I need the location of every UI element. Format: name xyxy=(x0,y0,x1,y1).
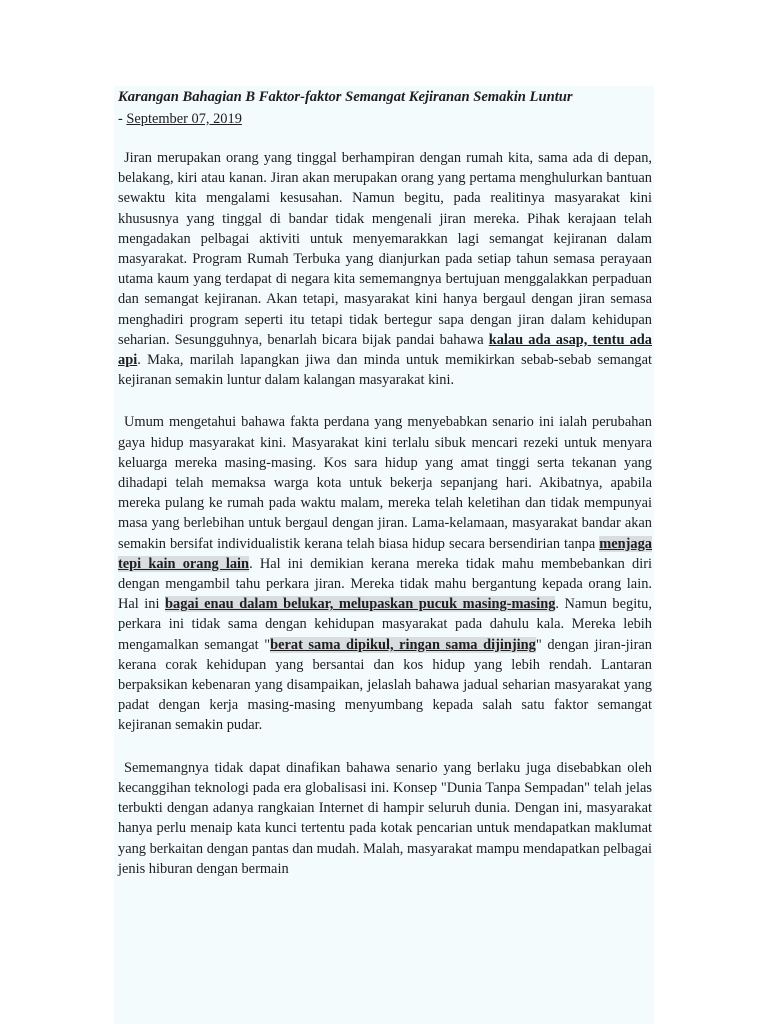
article-title: Karangan Bahagian B Faktor-faktor Semangat Kejiranan Semakin Luntur xyxy=(118,89,573,105)
post-date-line xyxy=(118,110,242,128)
post-date-link[interactable]: September 07, 2019 xyxy=(126,111,242,127)
paragraph-1 xyxy=(118,148,652,390)
article-block xyxy=(114,86,654,1024)
paragraph-3 xyxy=(118,758,652,879)
date-prefix: - xyxy=(118,111,127,127)
text-segment: Sememangnya tidak dapat dinafikan bahawa senario yang berlaku juga disebabkan oleh kecanggihan teknologi pada era globalisasi ini. Konsep "Dunia Tanpa Sempadan" telah jelas terbukti dengan adanya rangkaian Internet di hampir seluruh dunia. Dengan ini, masyarakat hanya perlu menaip kata kunci tertentu pada kotak pencarian untuk mendapatkan maklumat yang berkaitan dengan pantas dan mudah. Malah, masyarakat mampu mendapatkan pelbagai jenis hiburan dengan bermain xyxy=(118,759,652,877)
idiom-phrase: berat sama dipikul, ringan sama dijinjing xyxy=(270,636,536,653)
idiom-phrase: menjaga tepi kain orang lain xyxy=(118,535,652,572)
paragraph-2 xyxy=(118,412,652,735)
text-segment: . Hal ini demikian kerana mereka tidak mahu membebankan diri dengan mengambil tahu perkara jiran. Mereka tidak mahu bergantung kepada orang lain. Hal ini xyxy=(118,555,652,613)
text-segment: . Maka, marilah lapangkan jiwa dan minda untuk memikirkan sebab-sebab semangat kejiranan semakin luntur dalam kalangan masyarakat kini. xyxy=(118,352,652,389)
text-segment: Jiran merupakan orang yang tinggal berhampiran dengan rumah kita, sama ada di depan, belakang, kiri atau kanan. Jiran akan merupakan orang yang pertama menghulurkan bantuan sewaktu kita mengalami kesusahan. Namun begitu, pada realitinya masyarakat kini khususnya yang tinggal di bandar tidak mengenali jiran mereka. Pihak kerajaan telah mengadakan pelbagai aktiviti untuk menyemarakkan lagi semangat kejiranan dalam masyarakat. Program Rumah Terbuka yang dianjurkan pada setiap tahun semasa perayaan utama kaum yang terdapat di negara kita sememangnya bertujuan menggalakkan perpaduan dan semangat kejiranan. Akan tetapi, masyarakat kini hanya bergaul dengan jiran semasa menghadiri program seperti itu tetapi tidak bertegur sapa dengan jiran dalam kehidupan seharian. Sesungguhnya, benarlah bicara bijak pandai bahawa xyxy=(118,150,652,348)
text-segment: . Namun begitu, perkara ini tidak sama dengan kehidupan masyarakat pada dahulu kala. Mereka lebih mengamalkan semangat " xyxy=(118,596,652,653)
article-body xyxy=(118,148,652,901)
text-segment: Umum mengetahui bahawa fakta perdana yang menyebabkan senario ini ialah perubahan gaya hidup masyarakat kini. Masyarakat kini terlalu sibuk mencari rezeki untuk menyara keluarga mereka masing-masing. Kos sara hidup yang amat tinggi serta tekanan yang dihadapi telah memaksa warga kota untuk bekerja sepanjang hari. Akibatnya, apabila mereka pulang ke rumah pada waktu malam, mereka telah keletihan dan tidak mempunyai masa yang berlebihan untuk bergaul dengan jiran. Lama-kelamaan, masyarakat bandar akan semakin bersifat individualistik kerana telah biasa hidup secara bersendirian tanpa xyxy=(118,414,652,552)
text-segment: " dengan jiran-jiran kerana corak kehidupan yang bersantai dan kos hidup yang lebih rendah. Lantaran berpaksikan kebenaran yang disampaikan, jelaslah bahawa jadual seharian masyarakat yang padat dengan kerja masing-masing menyumbang kepada salah satu faktor semangat kejiranan semakin pudar. xyxy=(118,636,652,734)
idiom-phrase: bagai enau dalam belukar, melupaskan pucuk masing-masing xyxy=(165,596,556,613)
idiom-phrase: kalau ada asap, tentu ada api xyxy=(118,331,652,369)
